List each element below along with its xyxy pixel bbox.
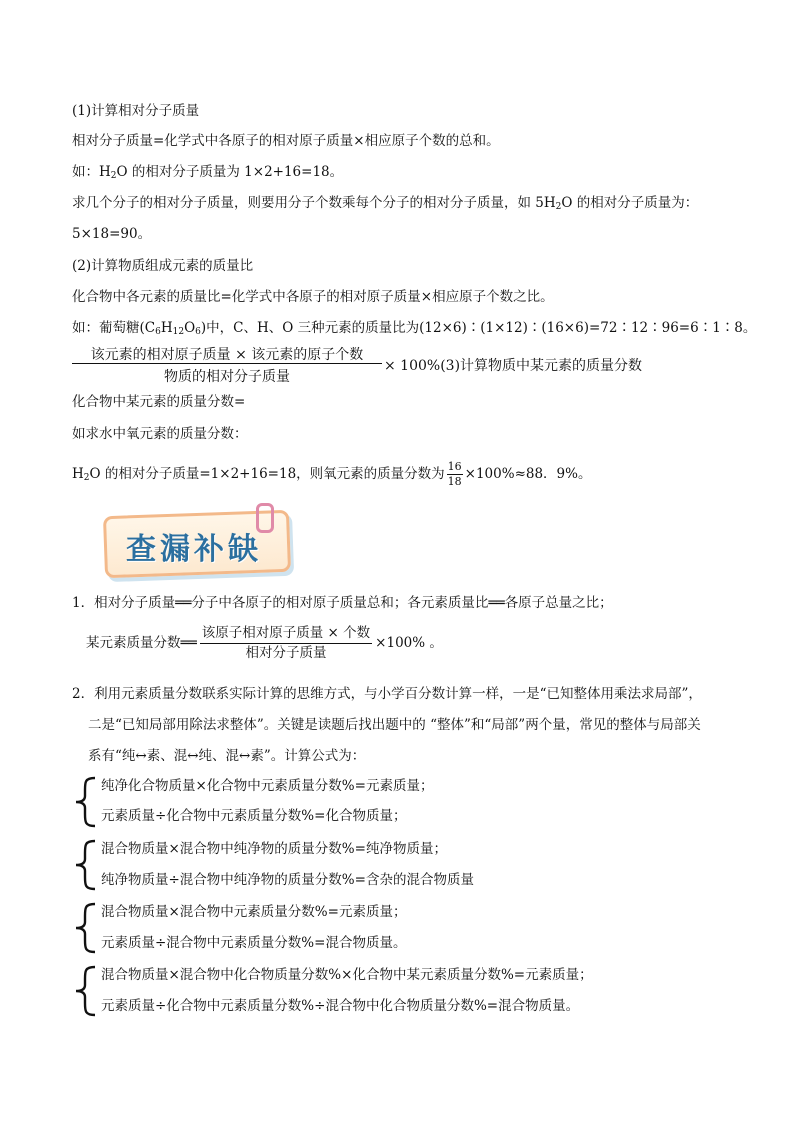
- section1-multi-result: 5×18=90。: [72, 226, 152, 242]
- brace-1-line-b: 元素质量÷化合物中元素质量分数%=化合物质量；: [101, 808, 407, 824]
- section2-title: (2)计算物质组成元素的质量比: [72, 258, 254, 274]
- brace-2-line-a: 混合物质量×混合物中纯净物的质量分数%=纯净物质量；: [101, 841, 447, 857]
- section3-label: 化合物中某元素的质量分数=: [72, 394, 246, 410]
- point-2-line-2: 二是“已知局部用除法求整体”。关键是读题后找出题中的 “整体”和“局部”两个量，常见的整体与局部关: [88, 717, 701, 733]
- brace-3-line-a: 混合物质量×混合物中元素质量分数%=元素质量；: [101, 904, 407, 920]
- point-1-formula: 某元素质量分数══ $\frac{\text{该原子相对原子质量 × 个数}}{\text{相对分子质量}} \times 100\%$ 。: [86, 625, 443, 661]
- point-2-line-1: 2．利用元素质量分数联系实际计算的思维方式，与小学百分数计算一样，一是“已知整体用乘法求局部”，: [72, 686, 702, 702]
- section1-example: 如：$H_2O$ 的相对分子质量为 1×2+16=18。: [72, 164, 344, 181]
- point-1: 1．相对分子质量══分子中各原子的相对原子质量总和；各元素质量比══各原子总量之比；: [72, 595, 613, 611]
- section1-multi: 求几个分子的相对分子质量，则要用分子个数乘每个分子的相对分子质量，如 $5H_2O$ 的相对分子质量为：: [72, 195, 699, 212]
- brace-icon: [73, 776, 99, 828]
- oxygen-fraction: $\frac{16}{18}$: [447, 460, 462, 488]
- brace-4-line-a: 混合物质量×混合物中化合物质量分数%×化合物中某元素质量分数%=元素质量；: [101, 967, 593, 983]
- brace-icon: [73, 965, 99, 1017]
- brace-4-line-b: 元素质量÷化合物中元素质量分数%÷混合物中化合物质量分数%=混合物质量。: [101, 998, 580, 1014]
- brace-icon: [73, 839, 99, 891]
- section-badge: [96, 503, 292, 575]
- fraction-bar: [72, 363, 382, 364]
- section3-water-calc: $H_2O$ 的相对分子质量=1×2+16=18，则氧元素的质量分数为 $\frac{16}{18}$ ×100%≈88．9%。: [72, 460, 592, 488]
- section1-title: (1)计算相对分子质量: [72, 103, 200, 119]
- section1-definition: 相对分子质量=化学式中各原子的相对原子质量×相应原子个数的总和。: [72, 133, 500, 149]
- brace-3-line-b: 元素质量÷混合物中元素质量分数%=混合物质量。: [101, 935, 407, 951]
- formula-numerator: 该元素的相对原子质量 × 该元素的原子个数: [90, 347, 364, 363]
- section2-example: 如：葡萄糖$(C_6H_{12}O_6)$中，C、H、O 三种元素的质量比为(12×6)∶(1×12)∶(16×6)=72∶12∶96=6∶1∶8。: [72, 320, 757, 337]
- point-2-line-3: 系有“纯↔素、混↔纯、混↔素”。计算公式为：: [88, 748, 366, 764]
- brace-2-line-b: 纯净物质量÷混合物中纯净物的质量分数%=含杂的混合物质量: [101, 872, 474, 888]
- formula-denominator: 物质的相对分子质量: [164, 369, 290, 385]
- brace-1-line-a: 纯净化合物质量×化合物中元素质量分数%=元素质量；: [101, 778, 434, 794]
- mass-fraction-formula: [72, 344, 643, 390]
- formula-tail: × 100%(3)计算物质中某元素的质量分数: [384, 358, 643, 374]
- section2-definition: 化合物中各元素的质量比=化学式中各原子的相对原子质量×相应原子个数之比。: [72, 289, 554, 305]
- brace-icon: [73, 902, 99, 954]
- element-fraction: $\frac{\text{该原子相对原子质量 × 个数}}{\text{相对分子质量}}$: [201, 625, 371, 661]
- badge-title: 查漏补缺: [126, 532, 262, 567]
- section3-water-question: 如求水中氧元素的质量分数：: [72, 426, 248, 442]
